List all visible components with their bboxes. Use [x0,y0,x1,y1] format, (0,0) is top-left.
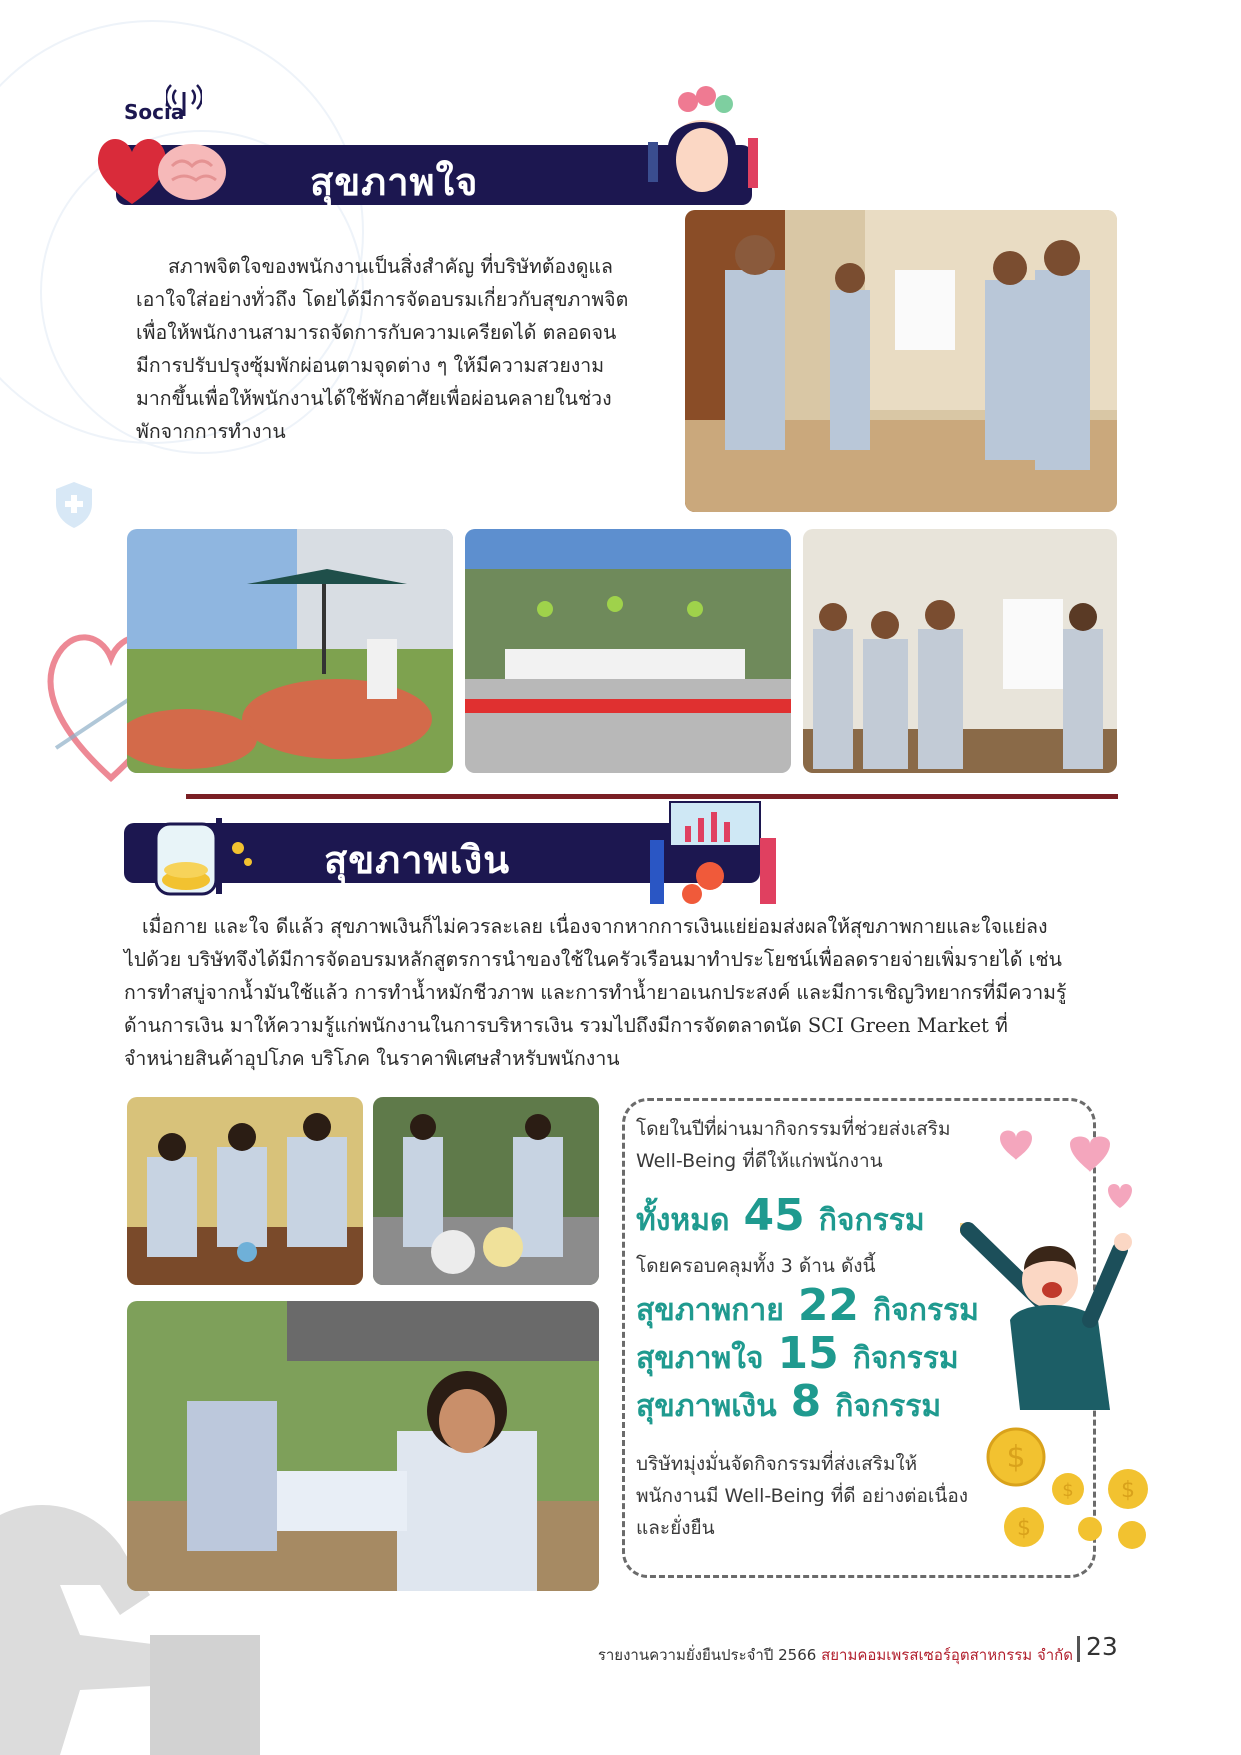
photo-fermentation-activity [373,1097,599,1285]
svg-text:$: $ [1062,1480,1074,1501]
photo-green-market [127,1301,599,1591]
stats-closing-line: บริษัทมุ่งมั่นจัดกิจกรรมที่ส่งเสริมให้ [636,1453,918,1475]
photo-soap-making [127,1097,363,1285]
stats-total [636,1190,925,1244]
gold-coins-icon [982,1425,1152,1555]
svg-text:$: $ [1017,1516,1031,1541]
paragraph-line: เอาใจใส่อย่างทั่วถึง โดยได้มีการจัดอบรมเกี่ยวกับสุขภาพจิต [136,288,629,311]
paragraph-line: จำหน่ายสินค้าอุปโภค บริโภค ในราคาพิเศษสำหรับพนักงาน [124,1047,620,1070]
paragraph-line: สภาพจิตใจของพนักงานเป็นสิ่งสำคัญ ที่บริษัทต้องดูแล [168,255,613,278]
heart-brain-icon [92,126,232,210]
page-number: 23 [1086,1632,1118,1661]
stats-total-value: 45 [743,1190,805,1241]
paragraph-line: ไปด้วย บริษัทจึงได้มีการจัดอบรมหลักสูตรการนำของใช้ในครัวเรือนมาทำประโยชน์เพื่อลดรายจ่ายเพิ่มรายได้ เช่น [124,948,1062,971]
stats-cover-text: โดยครอบคลุมทั้ง 3 ด้าน ดังนี้ [636,1255,876,1277]
social-label: Socia [124,100,185,124]
svg-text:$: $ [1121,1478,1135,1503]
photo-group-discussion [803,529,1117,773]
paragraph-line: ด้านการเงิน มาให้ความรู้แก่พนักงานในการบริหารเงิน รวมไปถึงมีการจัดตลาดนัด SCI Green Market ที่ [124,1014,1008,1037]
footer-report-title [598,1643,1073,1667]
stats-item [636,1328,959,1382]
stats-closing [636,1448,968,1544]
stats-item-label: สุขภาพใจ [636,1341,764,1376]
stats-item-value: 8 [790,1376,822,1427]
woman-head-illustration [640,82,770,208]
footer-report-text: รายงานความยั่งยืนประจำปี 2566 [597,1646,817,1664]
stats-intro-line: โดยในปีที่ผ่านมากิจกรรมที่ช่วยส่งเสริม [636,1118,951,1140]
stats-closing-line: และยั่งยืน [636,1517,715,1539]
stats-item-unit: กิจกรรม [873,1293,979,1328]
stats-intro [636,1113,951,1177]
footer-company: สยามคอมเพรสเซอร์อุตสาหกรรม จำกัด [821,1646,1073,1664]
svg-text:$: $ [1006,1440,1026,1475]
signal-icon [166,82,202,118]
stats-item-label: สุขภาพเงิน [636,1389,777,1424]
stats-intro-line: Well-Being ที่ดีให้แก่พนักงาน [636,1150,883,1172]
paragraph-line: เพื่อให้พนักงานสามารถจัดการกับความเครียดได้ ตลอดจน [136,321,617,344]
stats-item-unit: กิจกรรม [852,1341,959,1376]
section-divider [186,794,1118,799]
section-title: สุขภาพเงิน [324,838,511,882]
stats-item [636,1376,941,1430]
mental-health-paragraph [136,250,656,448]
stats-item-label: สุขภาพกาย [636,1293,784,1328]
paragraph-line: พักจากการทำงาน [136,420,286,443]
photo-garden-rest-area [127,529,453,773]
stats-item-value: 15 [777,1328,839,1379]
stats-item [636,1280,979,1334]
paragraph-line: เมื่อกาย และใจ ดีแล้ว สุขภาพเงินก็ไม่ควรละเลย เนื่องจากหากการเงินแย่ย่อมส่งผลให้สุขภาพกายและใจแย่ลง [142,915,1048,938]
paragraph-line: มากขึ้นเพื่อให้พนักงานได้ใช้พักอาศัยเพื่อผ่อนคลายในช่วง [136,387,612,410]
footer-separator [1077,1636,1080,1662]
finance-chart-illustration [640,800,790,906]
coin-jar-icon [130,808,260,898]
paragraph-line: การทำสบู่จากน้ำมันใช้แล้ว การทำน้ำหมักชีวภาพ และการทำน้ำยาอเนกประสงค์ และมีการเชิญวิทยากรที่มีความรู้ [124,981,1067,1004]
section-title: สุขภาพใจ [310,160,479,204]
photo-rest-pavilion [465,529,791,773]
stats-total-unit: กิจกรรม [818,1203,925,1238]
financial-health-paragraph [124,910,1116,1075]
shield-icon [52,480,96,530]
paragraph-line: มีการปรับปรุงซุ้มพักผ่อนตามจุดต่าง ๆ ให้มีความสวยงาม [136,354,605,377]
stats-item-unit: กิจกรรม [835,1389,942,1424]
stats-closing-line: พนักงานมี Well-Being ที่ดี อย่างต่อเนื่อง [636,1485,969,1507]
stats-item-value: 22 [797,1280,860,1331]
stats-total-label: ทั้งหมด [636,1203,730,1238]
happy-man-illustration [940,1130,1170,1450]
photo-training-session [685,210,1117,512]
